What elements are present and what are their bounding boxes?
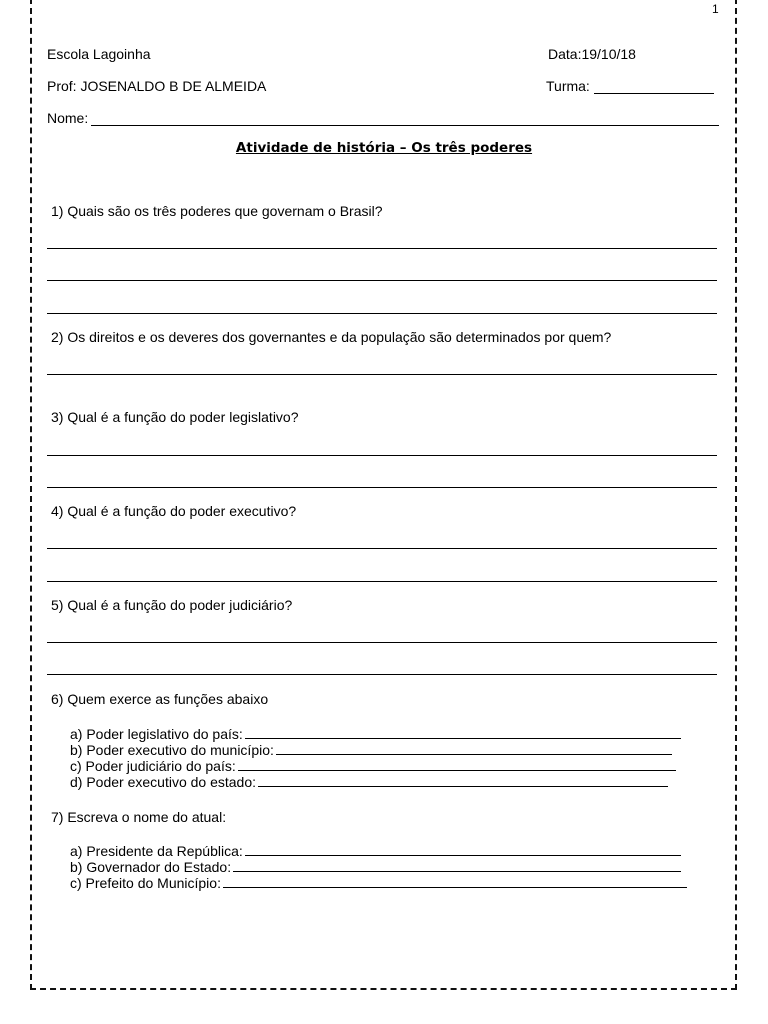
answer-field[interactable] (245, 726, 681, 739)
item-label: a) Presidente da República: (70, 843, 243, 859)
question-2: 2) Os direitos e os deveres dos governantes e da população são determinados por quem? (51, 329, 612, 345)
item-label: c) Prefeito do Município: (70, 875, 221, 891)
class-field[interactable] (594, 93, 714, 94)
answer-line[interactable] (47, 313, 717, 314)
name-field[interactable] (91, 125, 719, 126)
answer-field[interactable] (258, 774, 668, 787)
list-item (70, 742, 672, 758)
item-label: b) Governador do Estado: (70, 859, 232, 875)
name-label: Nome: (47, 110, 89, 126)
list-item (70, 875, 687, 891)
list-item (70, 859, 681, 875)
answer-line[interactable] (47, 374, 717, 375)
teacher-name: Prof: JOSENALDO B DE ALMEIDA (47, 78, 267, 94)
question-1: 1) Quais são os três poderes que governam o Brasil? (51, 203, 383, 219)
answer-field[interactable] (223, 875, 687, 888)
list-item (70, 726, 681, 742)
question-4: 4) Qual é a função do poder executivo? (51, 503, 297, 519)
answer-line[interactable] (47, 455, 717, 456)
date-label: Data:19/10/18 (548, 46, 636, 62)
answer-line[interactable] (47, 642, 717, 643)
school-name: Escola Lagoinha (47, 46, 151, 62)
class-label: Turma: (546, 78, 590, 94)
answer-line[interactable] (47, 674, 717, 675)
list-item (70, 774, 668, 790)
item-label: a) Poder legislativo do país: (70, 726, 243, 742)
answer-line[interactable] (47, 487, 717, 488)
page-number: 1 (712, 2, 719, 16)
list-item (70, 758, 676, 774)
answer-field[interactable] (238, 758, 676, 771)
answer-line[interactable] (47, 581, 717, 582)
question-6: 6) Quem exerce as funções abaixo (51, 691, 269, 707)
question-5: 5) Qual é a função do poder judiciário? (51, 597, 293, 613)
question-3: 3) Qual é a função do poder legislativo? (51, 409, 299, 425)
item-label: c) Poder judiciário do país: (70, 758, 236, 774)
answer-field[interactable] (233, 859, 681, 872)
answer-line[interactable] (47, 280, 717, 281)
list-item (70, 843, 681, 859)
item-label: d) Poder executivo do estado: (70, 774, 257, 790)
worksheet-title: Atividade de história – Os três poderes (235, 140, 533, 156)
item-label: b) Poder executivo do município: (70, 742, 274, 758)
answer-line[interactable] (47, 248, 717, 249)
answer-field[interactable] (276, 742, 672, 755)
question-7: 7) Escreva o nome do atual: (51, 809, 227, 825)
answer-field[interactable] (245, 843, 681, 856)
answer-line[interactable] (47, 548, 717, 549)
